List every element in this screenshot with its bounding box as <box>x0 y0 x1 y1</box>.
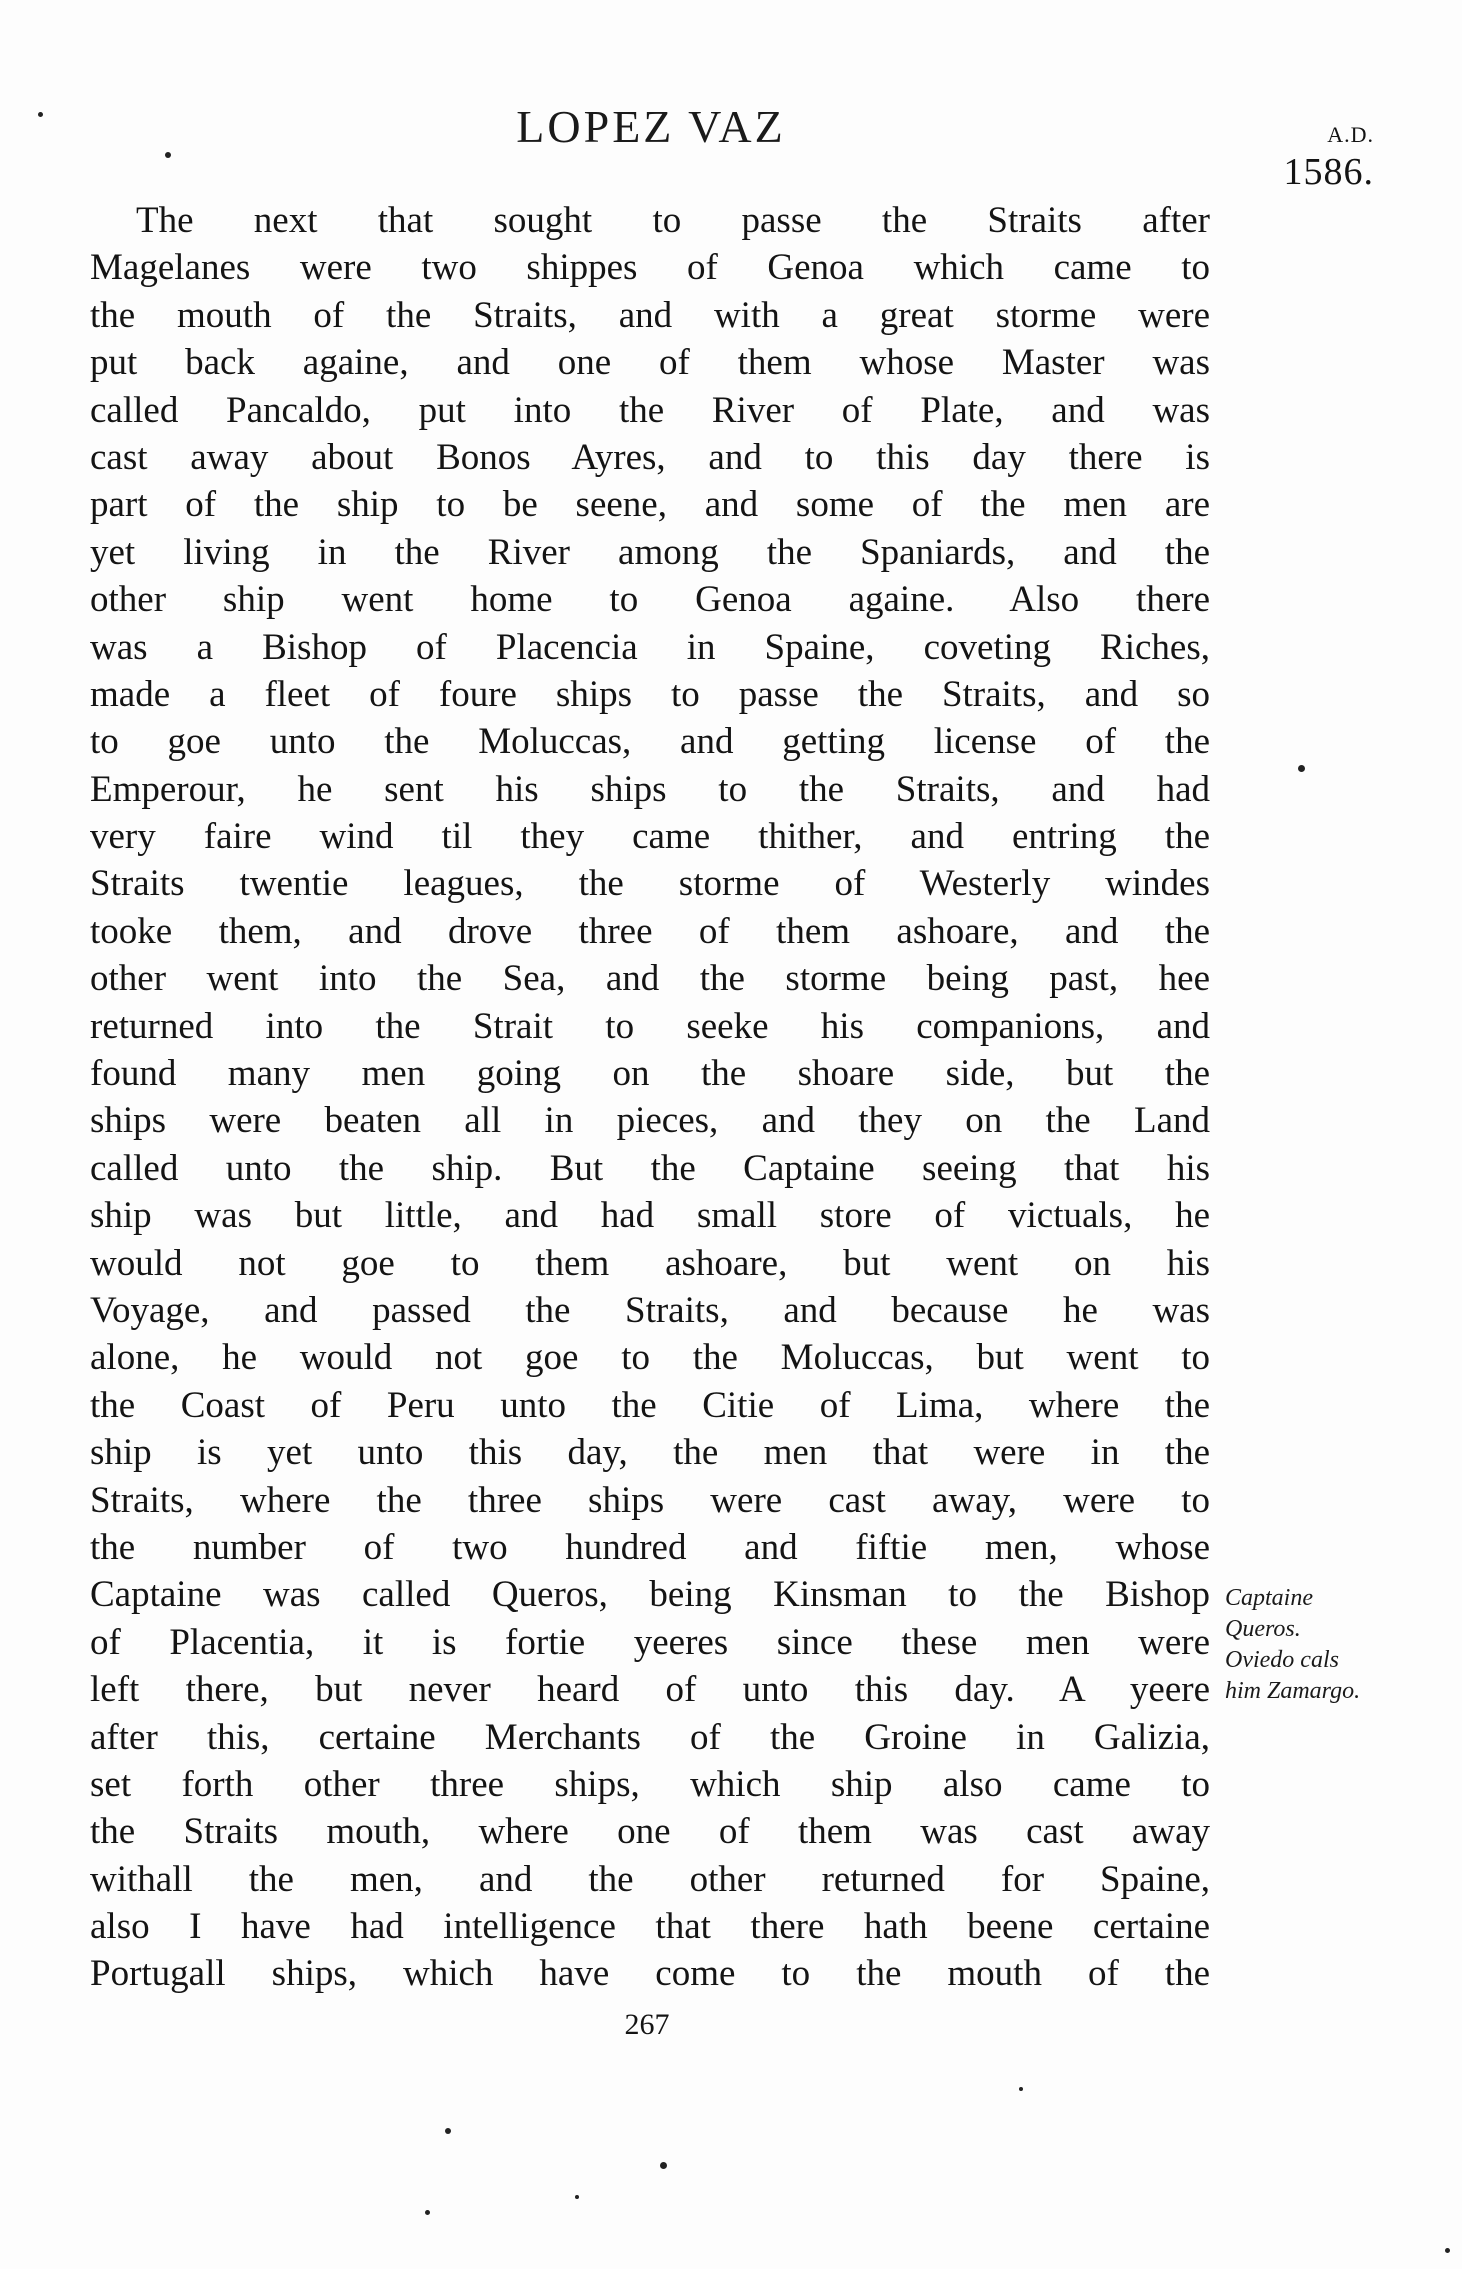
dust-speck <box>1445 2248 1450 2253</box>
text-line: Voyage, and passed the Straits, and because he was <box>90 1289 1210 1331</box>
text-line: was a Bishop of Placencia in Spaine, coveting Riches, <box>90 626 1210 668</box>
text-line: yet living in the River among the Spaniards, and the <box>90 531 1210 573</box>
text-line: Magelanes were two shippes of Genoa which came to <box>90 247 1210 289</box>
running-head <box>0 100 1462 153</box>
text-line: put back againe, and one of them whose Master was <box>90 342 1210 384</box>
dust-speck <box>38 112 43 117</box>
text-line: also I have had intelligence that there hath beene certaine <box>90 1906 1210 1948</box>
text-line: of Placentia, it is fortie yeeres since these men were <box>90 1621 1210 1663</box>
margin-note <box>1225 1583 1455 1707</box>
text-line: the Straits mouth, where one of them was cast away <box>90 1811 1210 1853</box>
text-line: Straits twentie leagues, the storme of Westerly windes <box>90 863 1210 905</box>
text-line: returned into the Strait to seeke his companions, and <box>90 1005 1210 1047</box>
dust-speck <box>1298 765 1305 772</box>
text-line: other ship went home to Genoa againe. Also there <box>90 579 1210 621</box>
dust-speck <box>575 2195 579 2199</box>
dust-speck <box>165 152 171 158</box>
body-paragraph <box>90 197 1210 1998</box>
margin-note-line: Queros. <box>1225 1616 1301 1642</box>
text-line: to goe unto the Moluccas, and getting license of the <box>90 721 1210 763</box>
text-line: alone, he would not goe to the Moluccas, but went to <box>90 1337 1210 1379</box>
text-line: called Pancaldo, put into the River of Plate, and was <box>90 389 1210 431</box>
dust-speck <box>425 2210 430 2215</box>
text-line: would not goe to them ashoare, but went on his <box>90 1242 1210 1284</box>
text-line: the Coast of Peru unto the Citie of Lima, where the <box>90 1384 1210 1426</box>
text-line: found many men going on the shoare side, but the <box>90 1053 1210 1095</box>
date-year: 1586. <box>1283 151 1374 193</box>
text-line: left there, but never heard of unto this day. A yeere <box>90 1669 1210 1711</box>
text-line: ship was but little, and had small store of victuals, he <box>90 1195 1210 1237</box>
text-line: cast away about Bonos Ayres, and to this day there is <box>90 436 1210 478</box>
text-line: withall the men, and the other returned for Spaine, <box>90 1858 1210 1900</box>
page-title: LOPEZ VAZ <box>516 101 786 152</box>
text-line: ships were beaten all in pieces, and they on the Land <box>90 1100 1210 1142</box>
margin-note-line: him Zamargo. <box>1225 1678 1361 1704</box>
text-line: the number of two hundred and fiftie men, whose <box>90 1526 1210 1568</box>
text-line: ship is yet unto this day, the men that were in the <box>90 1432 1210 1474</box>
text-line: called unto the ship. But the Captaine seeing that his <box>90 1147 1210 1189</box>
text-line: Captaine was called Queros, being Kinsman to the Bishop <box>90 1574 1210 1616</box>
margin-note-line: Oviedo cals <box>1225 1647 1339 1673</box>
text-line: other went into the Sea, and the storme being past, hee <box>90 958 1210 1000</box>
text-line: Straits, where the three ships were cast away, were to <box>90 1479 1210 1521</box>
text-line: Emperour, he sent his ships to the Straits, and had <box>90 768 1210 810</box>
page-number <box>0 2008 1462 2042</box>
text-line: part of the ship to be seene, and some of the men are <box>90 484 1210 526</box>
text-line: Portugall ships, which have come to the mouth of the <box>90 1953 1210 1995</box>
text-line: set forth other three ships, which ship also came to <box>90 1763 1210 1805</box>
dust-speck <box>445 2128 451 2134</box>
dust-speck <box>1019 2087 1023 2091</box>
text-line: the mouth of the Straits, and with a great storme were <box>90 294 1210 336</box>
dust-speck <box>660 2162 667 2169</box>
date-label: A.D. <box>1327 122 1374 147</box>
text-line: very faire wind til they came thither, and entring the <box>90 816 1210 858</box>
text-line: made a fleet of foure ships to passe the Straits, and so <box>90 673 1210 715</box>
margin-note-line: Captaine <box>1225 1585 1313 1611</box>
text-line: tooke them, and drove three of them ashoare, and the <box>90 910 1210 952</box>
text-line: The next that sought to passe the Straits after <box>136 200 1210 241</box>
text-line: after this, certaine Merchants of the Groine in Galizia, <box>90 1716 1210 1758</box>
page-number-text: 267 <box>624 2008 670 2041</box>
